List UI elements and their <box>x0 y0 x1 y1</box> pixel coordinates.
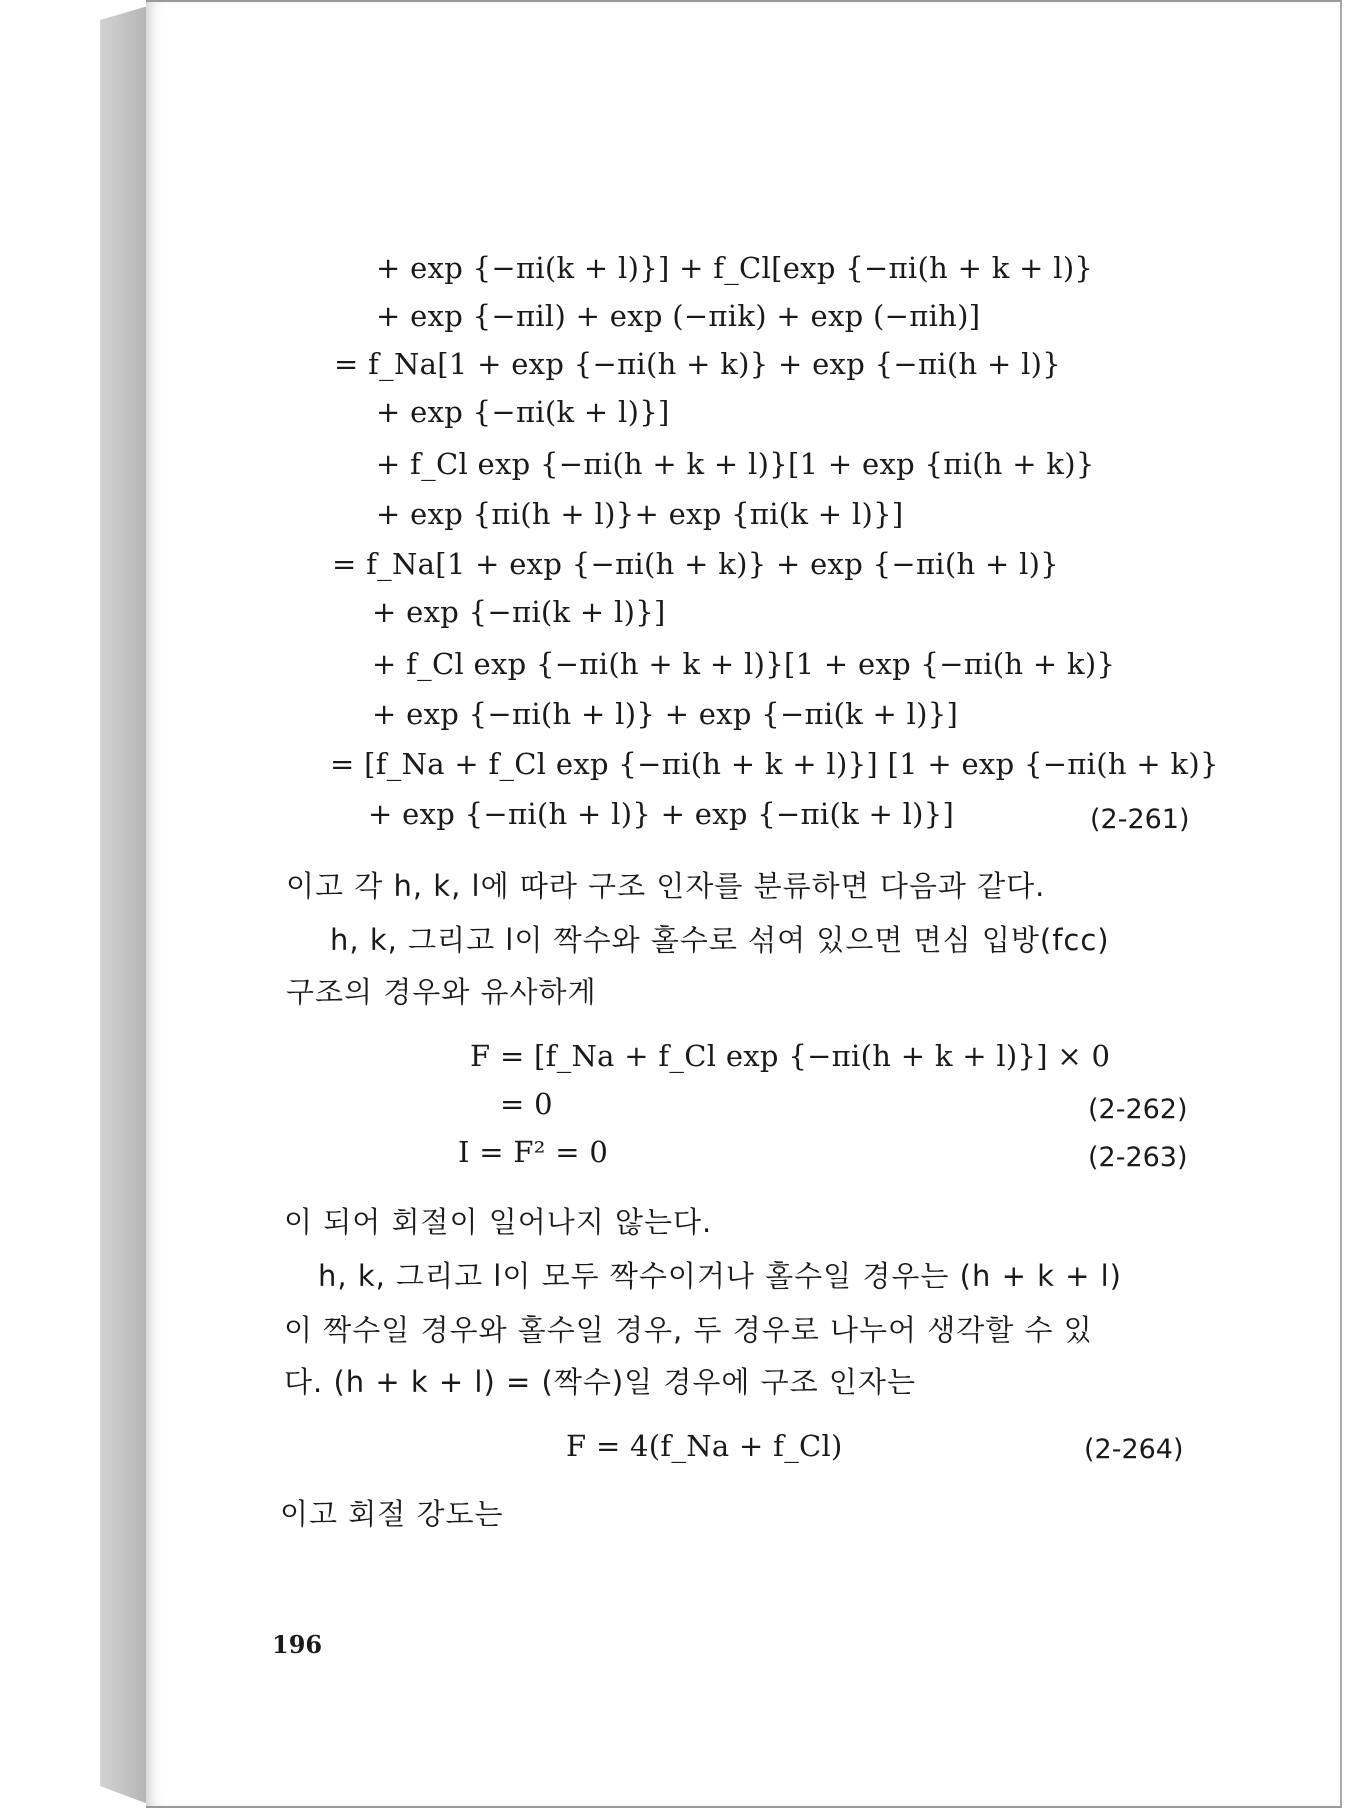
equation-line: = f_Na[1 + exp {−πi(h + k)} + exp {−πi(h + l)} <box>334 347 1062 381</box>
equation-line: + f_Cl exp {−πi(h + k + l)}[1 + exp {πi(h + k)} <box>376 447 1095 481</box>
equation-line: + exp {−πi(h + l)} + exp {−πi(k + l)}] <box>372 697 959 731</box>
equation-line: + f_Cl exp {−πi(h + k + l)}[1 + exp {−πi(h + k)} <box>372 647 1116 681</box>
equation-line: + exp {−πi(k + l)}] + f_Cl[exp {−πi(h + k + l)} <box>376 251 1094 285</box>
paragraph-line: 구조의 경우와 유사하게 <box>286 975 597 1009</box>
equation-line: = f_Na[1 + exp {−πi(h + k)} + exp {−πi(h + l)} <box>332 547 1060 581</box>
equation-number: (2-263) <box>1088 1142 1188 1173</box>
book-spine <box>100 6 150 1804</box>
equation-line: I = F² = 0 <box>458 1135 609 1169</box>
equation-line: + exp {−πil) + exp (−πik) + exp (−πih)] <box>376 299 981 333</box>
equation-number: (2-264) <box>1084 1434 1184 1465</box>
equation-number: (2-261) <box>1090 804 1190 835</box>
equation-line: + exp {πi(h + l)}+ exp {πi(k + l)}] <box>376 497 904 531</box>
paragraph-line: 다. (h + k + l) = (짝수)일 경우에 구조 인자는 <box>284 1365 916 1399</box>
equation-line: = 0 <box>500 1087 553 1121</box>
equation-line: + exp {−πi(k + l)}] <box>372 595 666 629</box>
equation-line: F = 4(f_Na + f_Cl) <box>566 1429 843 1463</box>
page-number: 196 <box>272 1630 323 1659</box>
paragraph-line: h, k, 그리고 l이 짝수와 홀수로 섞여 있으면 면심 입방(fcc) <box>330 923 1110 957</box>
paragraph-line: 이고 각 h, k, l에 따라 구조 인자를 분류하면 다음과 같다. <box>286 869 1046 903</box>
paragraph-line: 이 짝수일 경우와 홀수일 경우, 두 경우로 나누어 생각할 수 있 <box>284 1313 1093 1347</box>
paragraph-line: 이 되어 회절이 일어나지 않는다. <box>284 1205 713 1239</box>
equation-number: (2-262) <box>1088 1094 1188 1125</box>
equation-line: = [f_Na + f_Cl exp {−πi(h + k + l)}] [1 + exp {−πi(h + k)} <box>330 747 1219 781</box>
equation-line: F = [f_Na + f_Cl exp {−πi(h + k + l)}] × 0 <box>470 1039 1111 1073</box>
equation-line: + exp {−πi(h + l)} + exp {−πi(k + l)}] <box>368 797 955 831</box>
paragraph-line: h, k, 그리고 l이 모두 짝수이거나 홀수일 경우는 (h + k + l) <box>318 1259 1122 1293</box>
equation-line: + exp {−πi(k + l)}] <box>376 395 670 429</box>
paragraph-line: 이고 회절 강도는 <box>280 1497 504 1531</box>
